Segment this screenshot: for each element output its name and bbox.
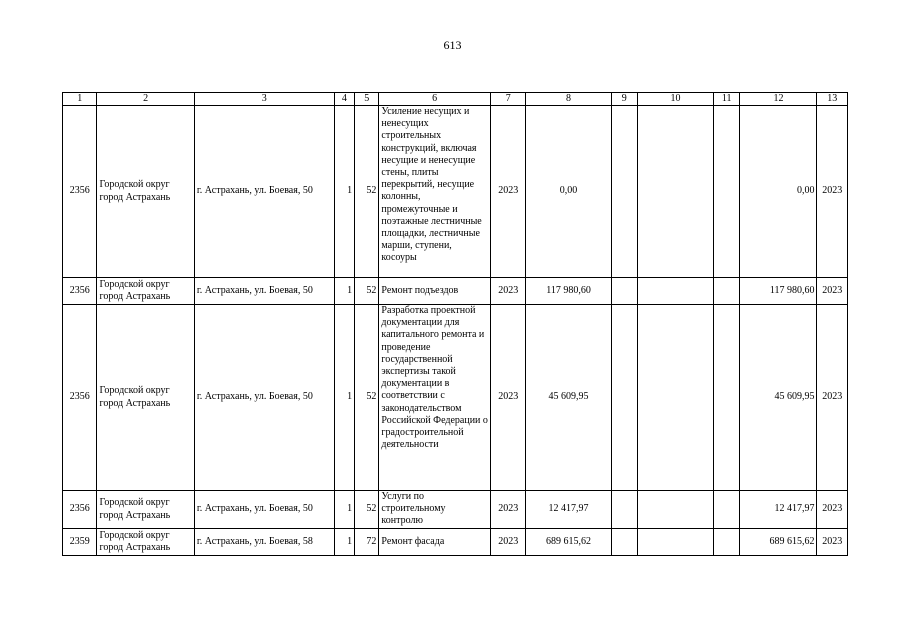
cell-col4: 1 (334, 278, 354, 305)
cell-year: 2023 (490, 278, 525, 305)
cell-col4: 1 (334, 529, 354, 556)
cell-record-number: 2356 (63, 305, 97, 491)
cell-amount-total: 0,00 (740, 106, 817, 278)
cell-col5: 52 (355, 106, 379, 278)
table-row (63, 278, 848, 305)
cell-work-type: Ремонт фасада (379, 529, 491, 556)
cell-col9 (611, 106, 637, 278)
header-cell: 1 (63, 93, 97, 106)
cell-col10 (637, 305, 713, 491)
cell-col10 (637, 106, 713, 278)
header-cell: 8 (526, 93, 611, 106)
register-table (62, 92, 848, 556)
cell-municipality: Городской округ город Астрахань (97, 305, 194, 491)
page-number: 613 (443, 38, 462, 52)
cell-col5: 72 (355, 529, 379, 556)
cell-col5: 52 (355, 278, 379, 305)
table-row (63, 305, 848, 491)
cell-year: 2023 (490, 106, 525, 278)
cell-record-number: 2356 (63, 491, 97, 529)
header-cell: 4 (334, 93, 354, 106)
cell-col4: 1 (334, 491, 354, 529)
cell-record-number: 2359 (63, 529, 97, 556)
cell-col9 (611, 529, 637, 556)
cell-address: г. Астрахань, ул. Боевая, 50 (194, 278, 334, 305)
cell-col11 (714, 491, 740, 529)
cell-col9 (611, 278, 637, 305)
cell-municipality: Городской округ город Астрахань (97, 491, 194, 529)
cell-year-end: 2023 (817, 106, 848, 278)
cell-col5: 52 (355, 491, 379, 529)
cell-col11 (714, 278, 740, 305)
header-cell: 12 (740, 93, 817, 106)
cell-municipality: Городской округ город Астрахань (97, 278, 194, 305)
cell-address: г. Астрахань, ул. Боевая, 58 (194, 529, 334, 556)
cell-year: 2023 (490, 491, 525, 529)
cell-address: г. Астрахань, ул. Боевая, 50 (194, 305, 334, 491)
cell-year-end: 2023 (817, 305, 848, 491)
header-cell: 7 (490, 93, 525, 106)
cell-amount-total: 117 980,60 (740, 278, 817, 305)
cell-col10 (637, 491, 713, 529)
header-cell: 11 (714, 93, 740, 106)
cell-col10 (637, 529, 713, 556)
cell-work-type: Ремонт подъездов (379, 278, 491, 305)
cell-year-end: 2023 (817, 529, 848, 556)
cell-amount-total: 45 609,95 (740, 305, 817, 491)
cell-amount: 689 615,62 (526, 529, 611, 556)
cell-year: 2023 (490, 529, 525, 556)
header-row (63, 93, 848, 106)
table-row (63, 529, 848, 556)
header-cell: 5 (355, 93, 379, 106)
header-cell: 6 (379, 93, 491, 106)
cell-municipality: Городской округ город Астрахань (97, 529, 194, 556)
cell-work-type: Усиление несущих и ненесущих строительных конструкций, включая несущие и ненесущие стены, плиты перекрытий, несущие колонны, промежуточные и поэтажные лестничные площадки, лестничные марши, ступени, косоуры (379, 106, 491, 278)
cell-work-type: Услуги по строительному контролю (379, 491, 491, 529)
cell-amount-total: 689 615,62 (740, 529, 817, 556)
cell-year-end: 2023 (817, 278, 848, 305)
cell-col10 (637, 278, 713, 305)
header-cell: 10 (637, 93, 713, 106)
cell-col9 (611, 491, 637, 529)
cell-address: г. Астрахань, ул. Боевая, 50 (194, 491, 334, 529)
header-cell: 13 (817, 93, 848, 106)
cell-amount: 45 609,95 (526, 305, 611, 491)
cell-col11 (714, 529, 740, 556)
cell-col5: 52 (355, 305, 379, 491)
cell-amount: 12 417,97 (526, 491, 611, 529)
cell-amount: 117 980,60 (526, 278, 611, 305)
cell-year-end: 2023 (817, 491, 848, 529)
header-cell: 2 (97, 93, 194, 106)
cell-record-number: 2356 (63, 106, 97, 278)
cell-col11 (714, 106, 740, 278)
cell-col9 (611, 305, 637, 491)
cell-col11 (714, 305, 740, 491)
cell-work-type: Разработка проектной документации для капитального ремонта и проведение государственной экспертизы такой документации в соответствии с законодательством Российской Федерации о градостроительной деятельности (379, 305, 491, 491)
cell-municipality: Городской округ город Астрахань (97, 106, 194, 278)
header-cell: 3 (194, 93, 334, 106)
cell-col4: 1 (334, 305, 354, 491)
cell-address: г. Астрахань, ул. Боевая, 50 (194, 106, 334, 278)
cell-amount: 0,00 (526, 106, 611, 278)
cell-record-number: 2356 (63, 278, 97, 305)
cell-year: 2023 (490, 305, 525, 491)
table-row (63, 106, 848, 278)
header-cell: 9 (611, 93, 637, 106)
cell-col4: 1 (334, 106, 354, 278)
cell-amount-total: 12 417,97 (740, 491, 817, 529)
table-row (63, 491, 848, 529)
